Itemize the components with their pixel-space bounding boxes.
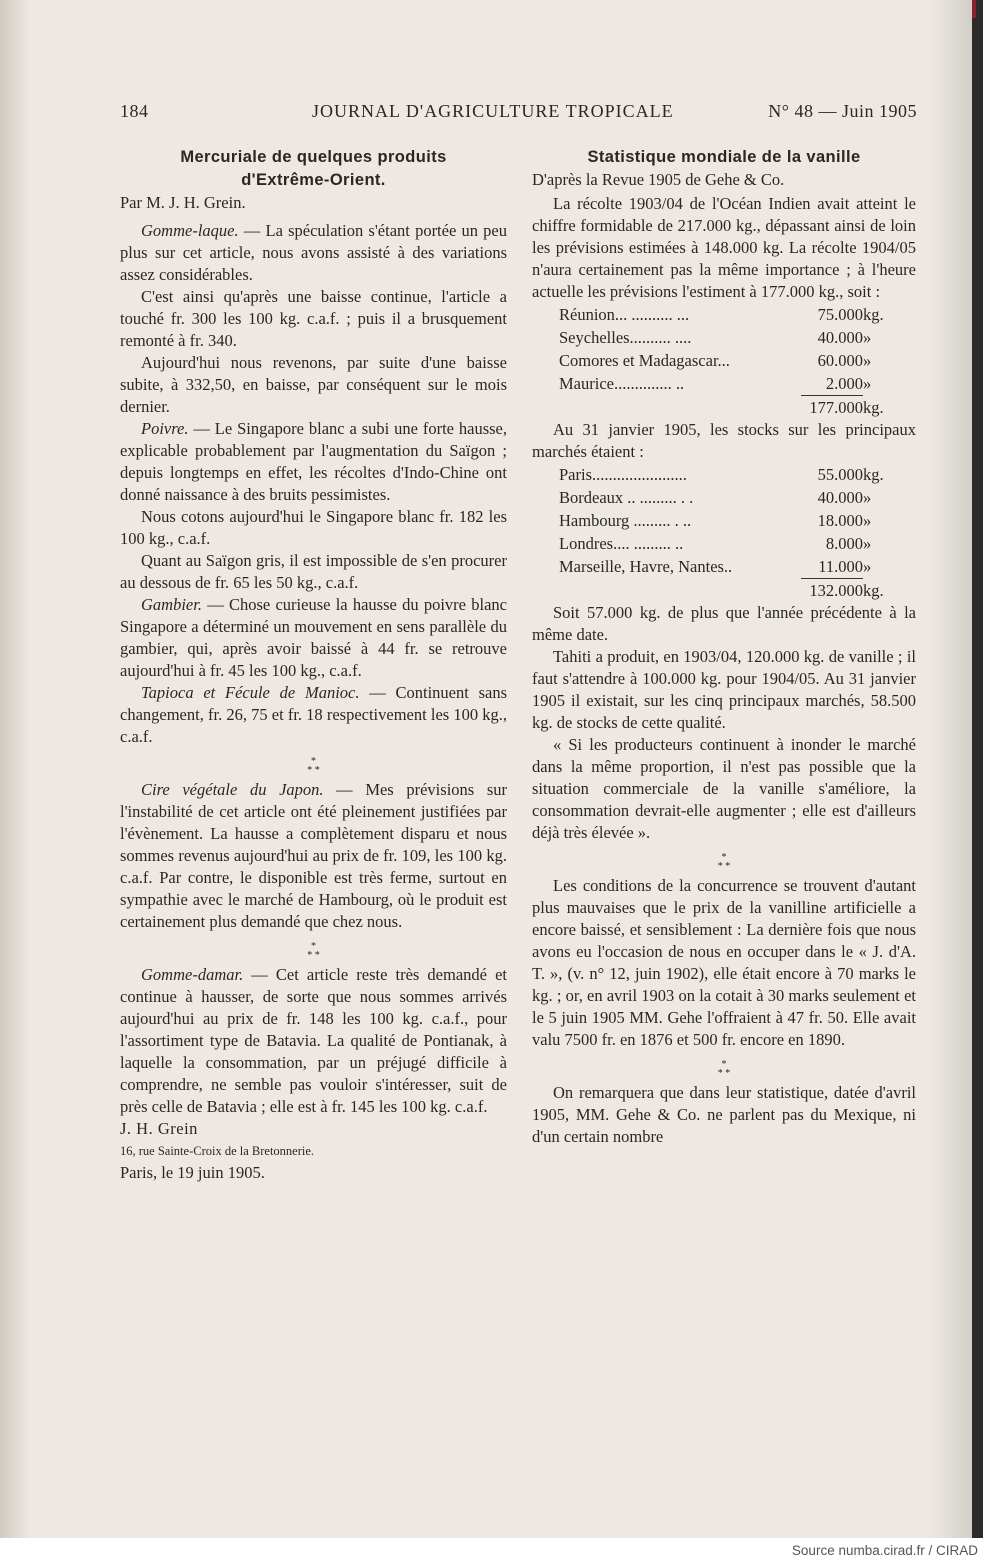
table-row [559, 509, 907, 532]
row-value: 40.000 [817, 328, 863, 347]
stocks-table [559, 463, 907, 602]
table-row [559, 349, 907, 372]
paragraph [120, 220, 507, 286]
table-row [559, 463, 907, 486]
paragraph: Les conditions de la concurrence se trouvent d'autant plus mauvaises que le prix de la vanilline artificielle a encore baissé, et sensiblement : La dernière fois que nous avons eu l'occasion de nous en occuper dans le « J. d'A. T. », (v. n° 12, juin 1902), elle était encore à 70 marks le kg. ; or, en avril 1903 on la cotait à 30 marks seulement et le 5 juin 1905 MM. Gehe l'offraient à 47 fr. 50. Elle avait valu 7500 fr. en 1876 et 500 fr. encore en 1890. [532, 876, 916, 1049]
row-label: Londres.... ......... .. [559, 534, 684, 553]
table-row [559, 532, 907, 555]
source-credit: Source numba.cirad.fr / CIRAD [791, 1543, 978, 1558]
article-title-line-1: Mercuriale de quelques produits [180, 148, 447, 166]
dateline: Paris, le 19 juin 1905. [120, 1163, 265, 1182]
total-value: 132.000 [801, 579, 863, 603]
paragraph: Quant au Saïgon gris, il est impossible de s'en procurer au dessous de fr. 65 les 50 kg., c.a.f. [120, 551, 507, 592]
row-unit: » [863, 534, 872, 553]
total-value: 177.000 [801, 396, 863, 420]
byline: Par M. J. H. Grein. [120, 193, 246, 212]
row-value: 18.000 [817, 511, 863, 530]
table-total-row [559, 396, 907, 420]
row-unit: » [863, 511, 872, 530]
table-total-row [559, 579, 907, 603]
paragraph: C'est ainsi qu'après une baisse continue, l'article a touché fr. 300 les 100 kg. c.a.f. ; puis il a brusquement remonté à fr. 340. [120, 287, 507, 350]
paragraph-text: — Cet article reste très demandé et continue à hausser, de sorte que nous sommes arrivés aujourd'hui au prix de fr. 148 les 100 kg. c.a.f., pour l'assortiment type de Batavia. La qualité de Pontianak, à laquelle la consommation, par un préjugé difficile à comprendre, ne semble pas vouloir s'intéresser, suit de près celle de Batavia ; elle est à fr. 145 les 100 kg. c.a.f. [120, 965, 507, 1116]
page-number: 184 [120, 101, 149, 121]
address: 16, rue Sainte-Croix de la Bretonnerie. [120, 1144, 315, 1158]
total-spacer [559, 396, 801, 420]
row-label: Comores et Madagascar... [559, 351, 730, 370]
running-header [120, 101, 917, 125]
row-label: Maurice.............. .. [559, 374, 685, 394]
article-title: Statistique mondiale de la vanille [587, 148, 861, 166]
paragraph: « Si les producteurs continuent à inonder le marché dans la même proportion, il n'est pas possible que la situation commerciale de la vanille s'améliore, la consommation devrait-elle augmenter ; elle est d'ailleurs déjà très élevée ». [532, 735, 916, 842]
row-label: Paris....................... [559, 465, 687, 484]
paragraph: Nous cotons aujourd'hui le Singapore blanc fr. 182 les 100 kg., c.a.f. [120, 507, 507, 548]
row-unit: kg. [863, 305, 884, 324]
table-row [559, 326, 907, 349]
paragraph [120, 964, 507, 1118]
table-row [559, 555, 907, 579]
journal-title: JOURNAL D'AGRICULTURE TROPICALE [312, 101, 674, 121]
total-unit: kg. [863, 397, 884, 417]
paragraph [120, 594, 507, 682]
article-title-line-2: d'Extrême-Orient. [241, 171, 386, 189]
paragraph-text: — La spéculation s'étant portée un peu plus sur cet article, nous avons assisté à des variations assez considérables. [120, 221, 507, 284]
row-value: 75.000 [817, 305, 863, 324]
right-column [532, 146, 916, 1148]
row-value: 55.000 [817, 465, 863, 484]
paragraph-text: — Continuent sans changement, fr. 26, 75 et fr. 18 respectivement les 100 kg., c.a.f. [120, 683, 507, 746]
product-name: Tapioca et Fécule de Manioc. [141, 683, 360, 702]
row-unit: » [863, 374, 872, 394]
paragraph: On remarquera que dans leur statistique, datée d'avril 1905, MM. Gehe & Co. ne parlent pas du Mexique, ni d'un certain nombre [532, 1083, 916, 1146]
row-unit: » [863, 328, 872, 347]
paragraph: La récolte 1903/04 de l'Océan Indien avait atteint le chiffre formidable de 217.000 kg., dépassant ainsi de loin les prévisions estimées à 148.000 kg. La récolte 1904/05 n'aura certainement pas la même importance ; à l'heure actuelle les prévisions l'estiment à 177.000 kg., soit : [532, 194, 916, 301]
row-unit: » [863, 557, 872, 577]
production-table [559, 303, 907, 419]
row-value: 40.000 [817, 488, 863, 507]
row-label: Marseille, Havre, Nantes.. [559, 557, 733, 577]
asterism-divider: * * * [307, 756, 320, 776]
total-unit: kg. [863, 580, 884, 600]
row-value: 8.000 [825, 534, 863, 553]
row-value: 60.000 [817, 351, 863, 370]
table-row [559, 303, 907, 326]
asterism-divider: * * * [717, 1059, 731, 1079]
asterism-divider: * * * [307, 941, 320, 961]
left-column [120, 146, 507, 1184]
paragraph: Tahiti a produit, en 1903/04, 120.000 kg. de vanille ; il faut s'attendre à 100.000 kg. pour 1904/05. Au 31 janvier 1905 il existait, sur les cinq principaux marchés, 58.500 kg. de stocks de cette qualité. [532, 647, 916, 732]
gutter-shadow [0, 0, 30, 1538]
edge-shadow [930, 0, 972, 1538]
product-name: Cire végétale du Japon. [141, 780, 324, 799]
product-name: Gomme-damar. [141, 965, 244, 984]
paragraph-text: — Chose curieuse la hausse du poivre blanc Singapore a déterminé un mouvement en sens parallèle du gambier, qui, après avoir baissé à 44 fr. se retrouve aujourd'hui à fr. 45 les 100 kg., c.a.f. [120, 595, 507, 680]
issue-label: N° 48 — Juin 1905 [768, 101, 917, 121]
row-unit: » [863, 351, 872, 370]
paragraph [120, 418, 507, 506]
product-name: Gambier. [141, 595, 202, 614]
product-name: Poivre. [141, 419, 189, 438]
book-spine [972, 0, 983, 1538]
paragraph: Au 31 janvier 1905, les stocks sur les principaux marchés étaient : [532, 420, 916, 461]
paragraph [120, 779, 507, 933]
paragraph [120, 682, 507, 748]
total-spacer [559, 579, 801, 603]
row-label: Réunion... .......... ... [559, 305, 690, 324]
row-unit: kg. [863, 465, 884, 484]
row-label: Hambourg ......... . .. [559, 511, 692, 530]
row-label: Seychelles.......... .... [559, 328, 692, 347]
row-value: 2.000 [825, 374, 863, 393]
paragraph-text: — Le Singapore blanc a subi une forte hausse, explicable probablement par l'augmentation du Saïgon ; depuis longtemps en effet, les récoltes d'Indo-Chine ont donné naissance à des bruits pessimistes. [120, 419, 507, 504]
row-unit: » [863, 488, 872, 507]
paragraph: Soit 57.000 kg. de plus que l'année précédente à la même date. [532, 603, 916, 644]
asterism-divider: * * * [717, 852, 731, 872]
spine-ribbon [972, 0, 976, 18]
row-value: 11.000 [818, 557, 863, 576]
table-row [559, 372, 907, 396]
table-row [559, 486, 907, 509]
row-label: Bordeaux .. ......... . . [559, 488, 694, 507]
product-name: Gomme-laque. [141, 221, 239, 240]
signature: J. H. Grein [120, 1119, 198, 1138]
article-subtitle: D'après la Revue 1905 de Gehe & Co. [532, 170, 785, 189]
paragraph: Aujourd'hui nous revenons, par suite d'une baisse subite, à 332,50, en baisse, par conséquent sur le mois dernier. [120, 353, 507, 416]
paragraph-text: — Mes prévisions sur l'instabilité de cet article ont été pleinement justifiées par l'évènement. La hausse a complètement disparu et nous sommes revenus aujourd'hui au prix de fr. 109, les 100 kg. c.a.f. Par contre, le disponible est très ferme, surtout en sympathie avec le marché de Hambourg, où le produit est certainement plus demandé que chez nous. [120, 780, 507, 931]
